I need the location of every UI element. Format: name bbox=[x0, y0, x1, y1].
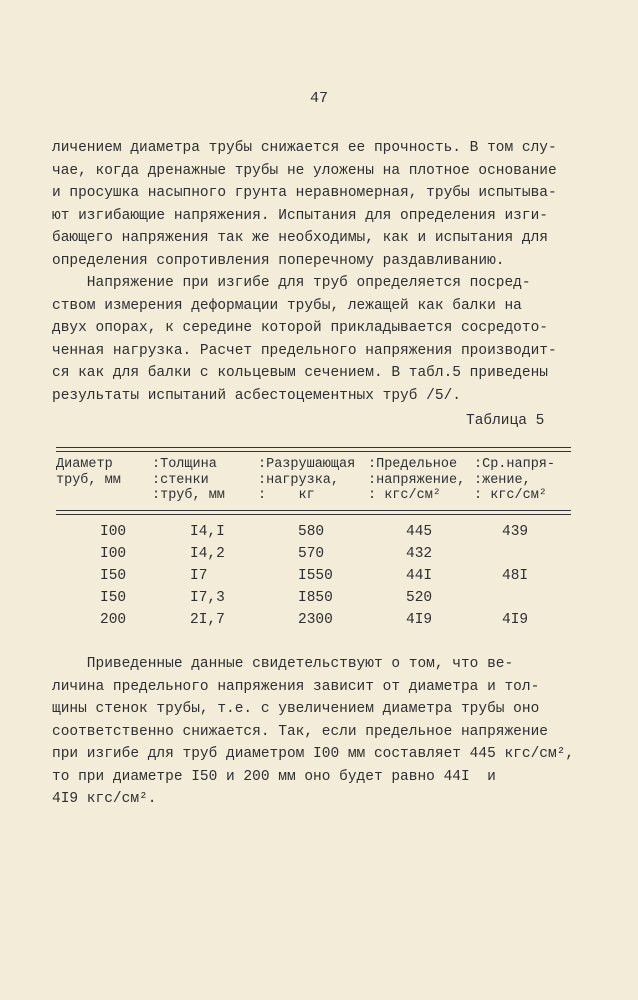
text-line: результаты испытаний асбестоцементных труб /5/. bbox=[52, 387, 461, 404]
cell-thickness: I7 bbox=[190, 568, 208, 584]
table-row bbox=[56, 590, 576, 612]
cell-ultimate-stress: 520 bbox=[406, 590, 433, 606]
paragraph-1 bbox=[52, 137, 582, 272]
cell-load: I550 bbox=[298, 568, 333, 584]
header-ultimate-stress: :Предельное :напряжение, : кгс/см² bbox=[368, 457, 466, 503]
text-line: щины стенок трубы, т.е. с увеличением диаметра трубы оно bbox=[52, 701, 540, 717]
text-line: Напряжение при изгибе для труб определяется посред- bbox=[52, 275, 531, 291]
header-diameter: Диаметр труб, мм bbox=[56, 457, 121, 488]
table-caption: Таблица 5 bbox=[466, 413, 545, 429]
table-row bbox=[56, 568, 576, 590]
cell-average-stress: 48I bbox=[502, 568, 529, 584]
cell-load: I850 bbox=[298, 590, 333, 606]
page-number: 47 bbox=[309, 90, 328, 107]
text-line: личением диаметра трубы снижается ее прочность. В том слу- bbox=[52, 140, 557, 156]
text-line: бающего напряжения так же необходимы, как и испытания для bbox=[52, 230, 548, 246]
text-line: Приведенные данные свидетельствуют о том, что ве- bbox=[52, 656, 514, 672]
cell-thickness: 2I,7 bbox=[190, 612, 225, 628]
cell-ultimate-stress: 432 bbox=[406, 546, 433, 562]
header-average-stress: :Ср.напря- :жение, : кгс/см² bbox=[474, 457, 556, 503]
table-top-rule bbox=[56, 447, 571, 448]
text-line: и просушка насыпного грунта неравномерная, трубы испытыва- bbox=[52, 185, 557, 201]
text-line: ством измерения деформации трубы, лежащей как балки на bbox=[52, 297, 522, 314]
cell-thickness: I4,2 bbox=[190, 546, 225, 562]
cell-diameter: I50 bbox=[100, 568, 127, 584]
text-line: двух опорах, к середине которой прикладывается сосредото- bbox=[52, 320, 548, 336]
paragraph-2 bbox=[52, 272, 582, 407]
text-line: чае, когда дренажные трубы не уложены на плотное основание bbox=[52, 162, 557, 179]
cell-diameter: 200 bbox=[100, 612, 127, 628]
table-row bbox=[56, 612, 576, 634]
table-row bbox=[56, 524, 576, 546]
cell-load: 570 bbox=[298, 546, 325, 562]
text-line: при изгибе для труб диаметром I00 мм составляет 445 кгс/см², bbox=[52, 746, 575, 762]
table-top-rule bbox=[56, 451, 571, 452]
header-breaking-load: :Разрушающая :нагрузка, : кг bbox=[258, 457, 356, 503]
cell-thickness: I4,I bbox=[190, 524, 225, 540]
text-line: личина предельного напряжения зависит от диаметра и тол- bbox=[52, 678, 540, 695]
text-line: то при диаметре I50 и 200 мм оно будет равно 44I и bbox=[52, 768, 496, 785]
cell-average-stress: 4I9 bbox=[502, 612, 529, 628]
text-line: ченная нагрузка. Расчет предельного напряжения производит- bbox=[52, 342, 557, 359]
text-line: 4I9 кгс/см². bbox=[52, 791, 157, 807]
cell-ultimate-stress: 4I9 bbox=[406, 612, 433, 628]
text-line: определения сопротивления поперечному раздавливанию. bbox=[52, 252, 505, 269]
cell-average-stress: 439 bbox=[502, 524, 529, 540]
cell-diameter: I50 bbox=[100, 590, 127, 606]
cell-ultimate-stress: 445 bbox=[406, 524, 433, 540]
cell-diameter: I00 bbox=[100, 546, 127, 562]
text-line: ют изгибающие напряжения. Испытания для определения изги- bbox=[52, 207, 548, 224]
cell-ultimate-stress: 44I bbox=[406, 568, 433, 584]
cell-load: 580 bbox=[298, 524, 325, 540]
table-row bbox=[56, 546, 576, 568]
paragraph-3 bbox=[52, 653, 582, 811]
table-header-rule bbox=[56, 514, 571, 515]
header-wall-thickness: :Толщина :стенки :труб, мм bbox=[152, 457, 225, 503]
table-header-rule bbox=[56, 510, 571, 511]
table-header bbox=[56, 457, 576, 507]
cell-thickness: I7,3 bbox=[190, 590, 225, 606]
cell-diameter: I00 bbox=[100, 524, 127, 540]
text-line: ся как для балки с кольцевым сечением. В табл.5 приведены bbox=[52, 365, 548, 381]
cell-load: 2300 bbox=[298, 612, 333, 628]
table-body bbox=[56, 524, 576, 634]
text-line: соответственно снижается. Так, если предельное напряжение bbox=[52, 723, 548, 740]
